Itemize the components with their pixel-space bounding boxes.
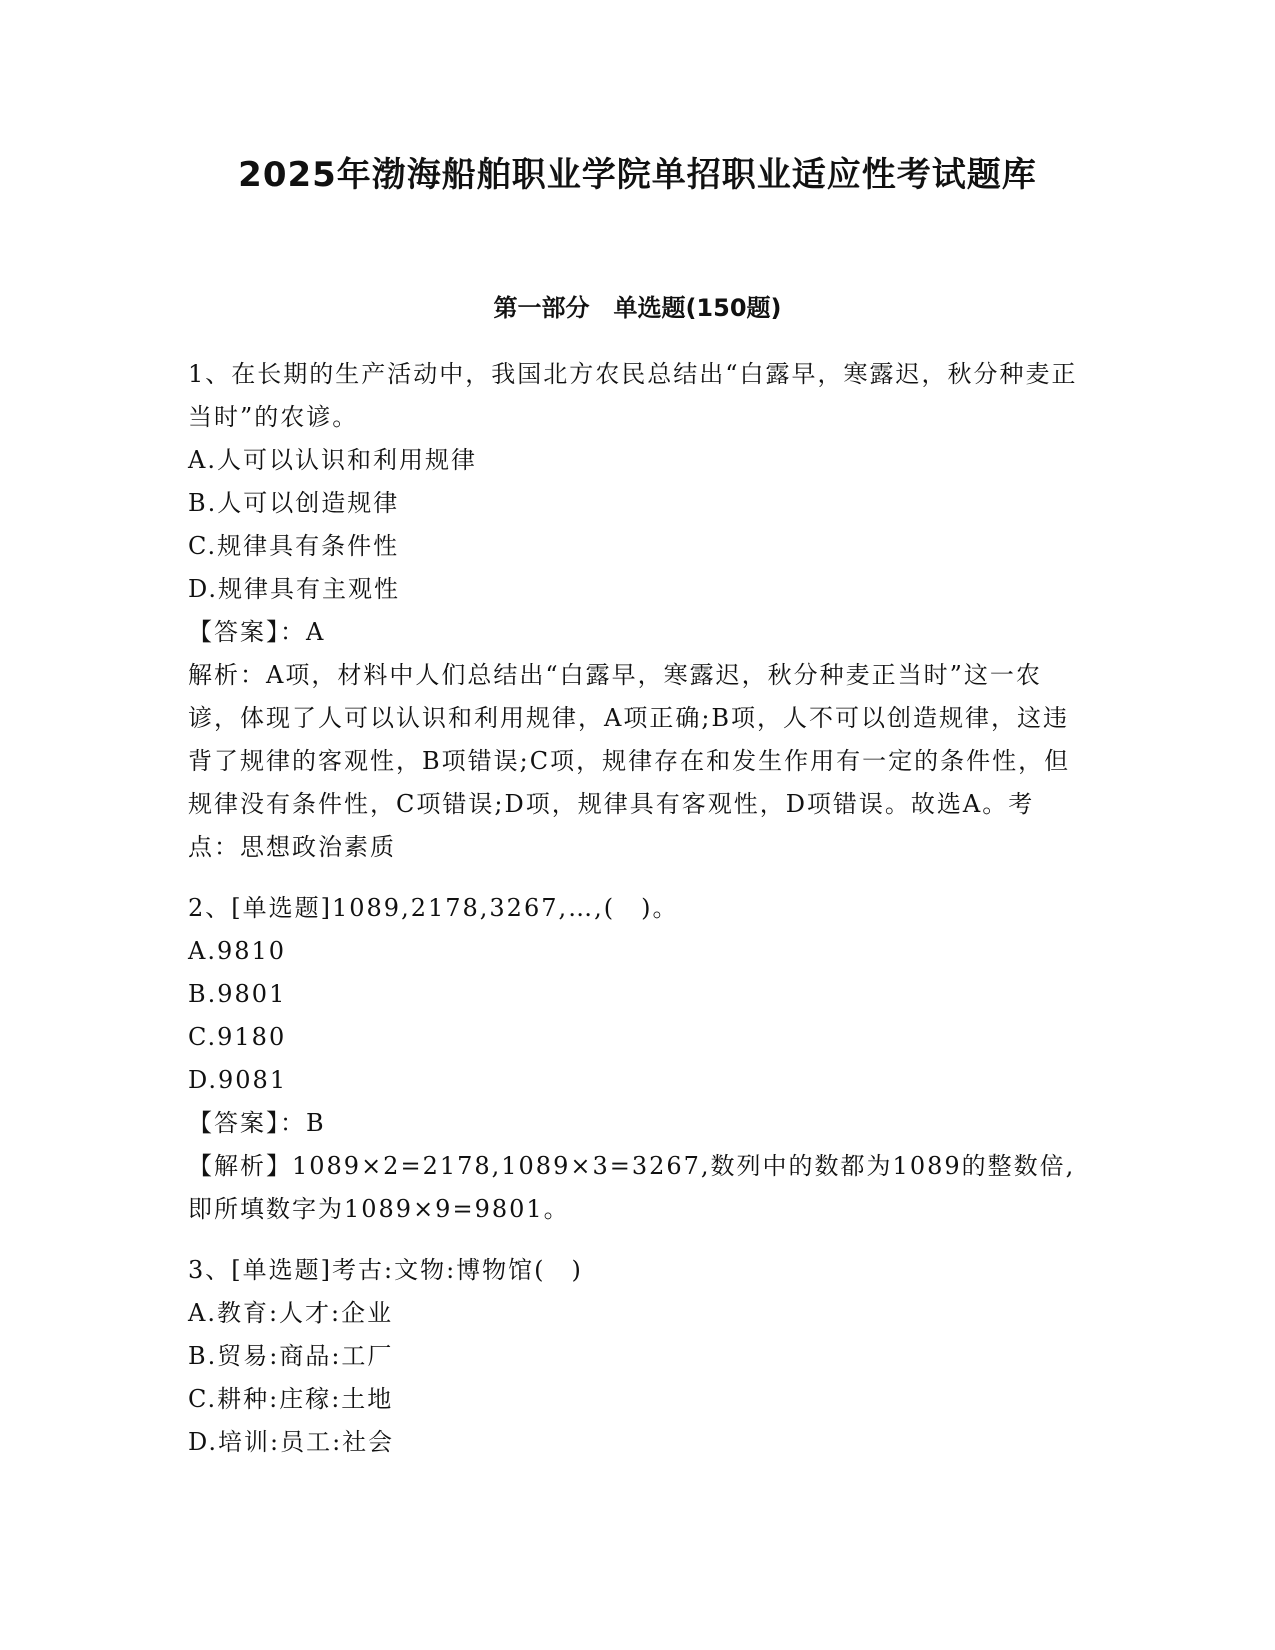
option-c: C.9180 xyxy=(188,1023,287,1051)
question-list xyxy=(188,353,1078,1464)
answer: 【答案】：B xyxy=(188,1109,326,1137)
option-a: A.9810 xyxy=(188,937,287,965)
option-c: C.规律具有条件性 xyxy=(188,532,400,560)
option-d: D.9081 xyxy=(188,1066,288,1094)
answer: 【答案】：A xyxy=(188,618,326,646)
question-3 xyxy=(188,1249,1078,1464)
analysis: 解析：A项，材料中人们总结出“白露早，寒露迟，秋分种麦正当时”这一农谚，体现了人可以认识和利用规律，A项正确;B项，人不可以创造规律，这违背了规律的客观性，B项错误;C项，规律存在和发生作用有一定的条件性，但规律没有条件性，C项错误;D项，规律具有客观性，D项错误。故选A。考点：思想政治素质 xyxy=(188,661,1071,861)
option-a: A.人可以认识和利用规律 xyxy=(188,446,477,474)
option-a: A.教育:人才:企业 xyxy=(188,1299,394,1327)
document-title: 2025年渤海船舶职业学院单招职业适应性考试题库 xyxy=(238,155,1037,195)
question-1 xyxy=(188,353,1078,869)
question-stem: 3、[单选题]考古:文物:博物馆( ) xyxy=(188,1256,583,1284)
option-d: D.规律具有主观性 xyxy=(188,575,401,603)
question-stem: 1、在长期的生产活动中，我国北方农民总结出“白露早，寒露迟，秋分种麦正当时”的农谚。 xyxy=(188,360,1078,431)
section-title: 第一部分 单选题(150题) xyxy=(493,294,782,322)
analysis: 【解析】1089×2=2178,1089×3=3267,数列中的数都为1089的整数倍,即所填数字为1089×9=9801。 xyxy=(188,1152,1076,1223)
option-b: B.人可以创造规律 xyxy=(188,489,400,517)
option-b: B.9801 xyxy=(188,980,287,1008)
question-2 xyxy=(188,887,1078,1231)
option-d: D.培训:员工:社会 xyxy=(188,1428,395,1456)
option-b: B.贸易:商品:工厂 xyxy=(188,1342,394,1370)
option-c: C.耕种:庄稼:土地 xyxy=(188,1385,394,1413)
question-stem: 2、[单选题]1089,2178,3267,…,( )。 xyxy=(188,894,679,922)
